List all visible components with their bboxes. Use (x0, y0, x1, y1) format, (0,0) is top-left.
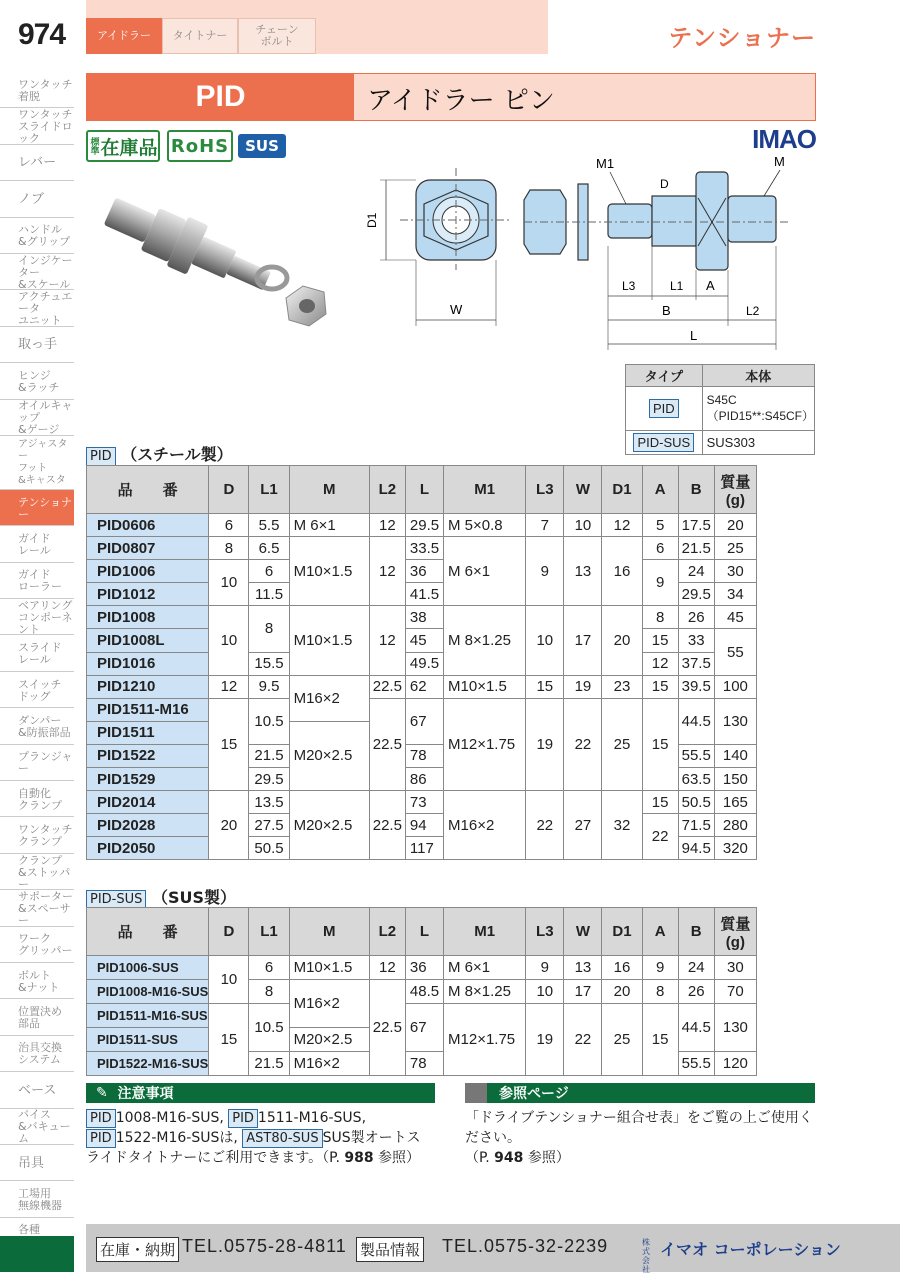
table-cell: 36 (405, 956, 443, 980)
table-cell: 49.5 (405, 652, 443, 675)
sidebar-item[interactable]: プランジャー (0, 745, 74, 781)
table-cell: 19 (526, 1004, 564, 1076)
sidebar-item[interactable]: ガイド レール (0, 526, 74, 562)
table-cell: 27.5 (249, 814, 289, 837)
label-w: W (450, 302, 463, 317)
column-header: B (678, 466, 714, 514)
table-cell: 19 (526, 698, 564, 790)
table-row (87, 629, 757, 652)
table-cell: M16×2 (289, 1052, 369, 1076)
table-cell: 12 (369, 514, 405, 537)
table-row (87, 537, 757, 560)
sidebar-item[interactable]: アジャスター フット &キャスタ (0, 436, 74, 490)
sidebar-item[interactable]: 吊具 (0, 1145, 74, 1181)
table-cell: 17.5 (678, 514, 714, 537)
table-cell: 55.5 (678, 744, 714, 767)
table-cell: M12×1.75 (444, 698, 526, 790)
table-cell: 16 (602, 956, 642, 980)
column-header: L (405, 908, 443, 956)
table-cell: 17 (564, 980, 602, 1004)
table-cell: 12 (602, 514, 642, 537)
table-cell: 27 (564, 791, 602, 860)
table-cell: 280 (714, 814, 756, 837)
part-number: PID1008 (87, 606, 209, 629)
column-header: 質量 (g) (714, 908, 756, 956)
table-row (87, 606, 757, 629)
sidebar-item[interactable]: 各種 (0, 1218, 74, 1254)
table-cell: 29.5 (249, 768, 289, 791)
table-cell: 70 (714, 980, 756, 1004)
sidebar-item[interactable]: ボルト &ナット (0, 963, 74, 999)
table-cell: 10 (526, 980, 564, 1004)
sidebar-item[interactable]: 工場用 無線機器 (0, 1181, 74, 1217)
table-cell: 13.5 (249, 791, 289, 814)
part-number: PID2014 (87, 791, 209, 814)
table-cell: M16×2 (289, 675, 369, 721)
sidebar-item[interactable]: ノブ (0, 181, 74, 217)
column-header: 品 番 (87, 908, 209, 956)
table-cell: M 6×1 (289, 514, 369, 537)
table-cell: 34 (714, 583, 756, 606)
sidebar-item[interactable]: テンショナー (0, 490, 74, 526)
table-cell: 15 (642, 698, 678, 790)
table-cell: 12 (369, 956, 405, 980)
table-cell: 17 (564, 606, 602, 675)
table-cell: 8 (249, 980, 289, 1004)
table-cell: 10 (209, 560, 249, 606)
sus-spec-table (86, 907, 757, 1076)
stock-label: 在庫・納期 (96, 1237, 179, 1262)
label-l2: L2 (746, 304, 760, 318)
dimension-drawing (360, 150, 816, 360)
table-cell: 22.5 (369, 980, 405, 1076)
table-cell: 8 (209, 537, 249, 560)
table-row (87, 560, 757, 583)
product-name: アイドラー ピン (367, 86, 555, 116)
table-cell: 12 (369, 537, 405, 606)
table-cell: 94.5 (678, 837, 714, 860)
notes-body: PID 1008-M16-SUS, PID 1511-M16-SUS, PID 1522-M16-SUSは, AST80-SUS SUS製オートス ライドタイトナーにご利用できます。（P. 988 参照） (86, 1110, 421, 1166)
sidebar-item[interactable]: ワンタッチ スライドロック (0, 108, 74, 144)
table-cell: 5.5 (249, 514, 289, 537)
column-header: 品 番 (87, 466, 209, 514)
table-cell: 15 (642, 629, 678, 652)
table-cell: 22.5 (369, 698, 405, 790)
table-cell: 130 (714, 1004, 756, 1052)
part-number: PID1210 (87, 675, 209, 698)
table-cell: 19 (564, 675, 602, 698)
sus-section-title: PID-SUS （SUS製） (86, 885, 236, 909)
info-tel[interactable]: TEL.0575-32-2239 (442, 1236, 609, 1256)
label-l3: L3 (622, 279, 636, 293)
refs-body: 「ドライブテンショナー組合せ表」をご覧の上ご使用ください。 （P. 948 参照） (465, 1110, 813, 1166)
sidebar-item[interactable]: サポーター &スペーサー (0, 890, 74, 926)
column-header: L1 (249, 466, 289, 514)
product-photo (90, 190, 350, 340)
table-cell: 78 (405, 744, 443, 767)
table-cell: 20 (209, 791, 249, 860)
sidebar-bottom-bar (0, 1236, 74, 1272)
table-cell: 15 (642, 675, 678, 698)
company-name: イマオ コーポレーション (660, 1240, 841, 1259)
table-cell: 22.5 (369, 791, 405, 860)
part-number: PID1008-M16-SUS (87, 980, 209, 1004)
category-tabs (86, 0, 548, 54)
column-header: L3 (526, 908, 564, 956)
product-code: PID (87, 74, 354, 120)
table-cell: 94 (405, 814, 443, 837)
table-cell: 25 (602, 698, 642, 790)
part-number: PID1012 (87, 583, 209, 606)
table-cell: 12 (642, 652, 678, 675)
table-cell: 9 (642, 560, 678, 606)
sidebar-item[interactable]: ワンタッチ クランプ (0, 817, 74, 853)
table-cell: 9 (526, 537, 564, 606)
sidebar-item[interactable]: スイッチ ドッグ (0, 672, 74, 708)
table-cell: 86 (405, 768, 443, 791)
column-header: L1 (249, 908, 289, 956)
table-cell: 15 (209, 698, 249, 790)
table-cell: M 8×1.25 (444, 980, 526, 1004)
column-header: L2 (369, 466, 405, 514)
table-cell: M 6×1 (444, 956, 526, 980)
table-cell: 50.5 (249, 837, 289, 860)
steel-spec-table (86, 465, 757, 860)
sus-badge: SUS (238, 134, 286, 158)
table-cell: 15 (642, 791, 678, 814)
steel-section-title: PID （スチール製） (86, 442, 233, 466)
sidebar-item[interactable]: ヒンジ &ラッチ (0, 363, 74, 399)
table-cell: 45 (714, 606, 756, 629)
table-cell: 38 (405, 606, 443, 629)
sidebar-item[interactable]: 位置決め 部品 (0, 999, 74, 1035)
sidebar-item[interactable]: 取っ手 (0, 327, 74, 363)
table-cell: 30 (714, 560, 756, 583)
table-row (87, 956, 757, 980)
table-cell: 39.5 (678, 675, 714, 698)
table-cell: 44.5 (678, 698, 714, 744)
table-cell: 24 (678, 560, 714, 583)
column-header: B (678, 908, 714, 956)
rohs-badge: RoHS (167, 130, 233, 162)
table-cell: 10 (564, 514, 602, 537)
table-cell: 71.5 (678, 814, 714, 837)
sidebar-item[interactable]: ワンタッチ 着脱 (0, 72, 74, 108)
table-cell: 150 (714, 768, 756, 791)
table-cell: 41.5 (405, 583, 443, 606)
table-cell: 20 (714, 514, 756, 537)
table-cell: 120 (714, 1052, 756, 1076)
table-cell: 13 (564, 537, 602, 606)
table-cell: 117 (405, 837, 443, 860)
table-cell: 25 (714, 537, 756, 560)
column-header: L (405, 466, 443, 514)
table-cell: 100 (714, 675, 756, 698)
part-number: PID0606 (87, 514, 209, 537)
sidebar-item[interactable]: クランプ &ストッパー (0, 854, 74, 890)
part-number: PID1511 (87, 721, 209, 744)
table-cell: 44.5 (678, 1004, 714, 1052)
column-header: A (642, 908, 678, 956)
table-cell: 15 (526, 675, 564, 698)
sidebar-item[interactable]: ハンドル &グリップ (0, 218, 74, 254)
table-cell: 24 (678, 956, 714, 980)
sidebar-item[interactable]: アクチュエータ ユニット (0, 290, 74, 326)
column-header: A (642, 466, 678, 514)
material-table: タイプ 本体 PID S45C （PID15**:S45CF） PID-SUS SUS303 (625, 364, 815, 455)
table-cell: 6.5 (249, 537, 289, 560)
table-cell: 15 (209, 1004, 249, 1076)
table-cell: 33.5 (405, 537, 443, 560)
part-number: PID1006-SUS (87, 956, 209, 980)
part-number: PID1016 (87, 652, 209, 675)
refs-header: 参照ページ (465, 1083, 815, 1103)
label-m1: M1 (596, 156, 615, 171)
part-number: PID1008L (87, 629, 209, 652)
part-number: PID1006 (87, 560, 209, 583)
table-cell: 11.5 (249, 583, 289, 606)
stock-badge: 標準 在庫品 (86, 130, 160, 162)
product-title-bar (86, 73, 816, 121)
table-cell: 22 (526, 791, 564, 860)
table-cell: M20×2.5 (289, 721, 369, 790)
column-header: W (564, 908, 602, 956)
sidebar-item[interactable]: ガイド ローラー (0, 563, 74, 599)
part-number: PID0807 (87, 537, 209, 560)
column-header: M (289, 908, 369, 956)
part-number: PID1529 (87, 768, 209, 791)
table-row (87, 514, 757, 537)
table-cell: 21.5 (678, 537, 714, 560)
table-cell: 12 (369, 606, 405, 675)
table-cell: 55 (714, 629, 756, 675)
table-cell: 16 (602, 537, 642, 606)
column-header: 質量 (g) (714, 466, 756, 514)
label-l: L (690, 328, 698, 343)
table-cell: 6 (642, 537, 678, 560)
tab-idler[interactable]: アイドラー (86, 18, 162, 54)
table-cell: 6 (209, 514, 249, 537)
table-cell: M10×1.5 (289, 606, 369, 675)
table-row (87, 791, 757, 814)
column-header: D1 (602, 908, 642, 956)
part-number: PID1511-SUS (87, 1028, 209, 1052)
table-cell: 67 (405, 1004, 443, 1052)
sidebar-item[interactable]: ダンパー &防振部品 (0, 708, 74, 744)
column-header: M (289, 466, 369, 514)
table-cell: 7 (526, 514, 564, 537)
table-cell: 25 (602, 1004, 642, 1076)
part-number: PID1522 (87, 744, 209, 767)
table-cell: 320 (714, 837, 756, 860)
table-cell: 6 (249, 956, 289, 980)
column-header: D (209, 466, 249, 514)
column-header: W (564, 466, 602, 514)
table-cell: 36 (405, 560, 443, 583)
table-cell: M 6×1 (444, 537, 526, 606)
table-cell: 21.5 (249, 744, 289, 767)
footer (86, 1224, 900, 1272)
table-cell: 78 (405, 1052, 443, 1076)
stock-tel[interactable]: TEL.0575-28-4811 (182, 1236, 347, 1256)
table-cell: 32 (602, 791, 642, 860)
table-cell: 62 (405, 675, 443, 698)
sidebar-item[interactable]: オイルキャップ &ゲージ (0, 400, 74, 436)
table-cell: M16×2 (444, 791, 526, 860)
table-cell: 10.5 (249, 698, 289, 744)
table-row (87, 652, 757, 675)
table-cell: 15 (642, 1004, 678, 1076)
table-cell: 20 (602, 606, 642, 675)
label-l1: L1 (670, 279, 684, 293)
table-cell: 12 (209, 675, 249, 698)
column-header: L3 (526, 466, 564, 514)
table-cell: 23 (602, 675, 642, 698)
sidebar-item[interactable]: スライド レール (0, 635, 74, 671)
table-cell: 67 (405, 698, 443, 744)
category-title: テンショナー (668, 24, 816, 52)
sidebar-item[interactable]: ワーク グリッパー (0, 927, 74, 963)
table-cell: 10 (209, 606, 249, 675)
table-cell: M16×2 (289, 980, 369, 1028)
table-cell: 15.5 (249, 652, 289, 675)
sidebar-item[interactable]: 自動化 クランプ (0, 781, 74, 817)
table-cell: 22 (642, 814, 678, 860)
table-cell: M10×1.5 (289, 537, 369, 606)
sidebar-item[interactable]: 治具交換 システム (0, 1036, 74, 1072)
table-cell: 8 (642, 606, 678, 629)
table-cell: 48.5 (405, 980, 443, 1004)
sidebar-item[interactable]: ベース (0, 1072, 74, 1108)
table-cell: 22 (564, 698, 602, 790)
table-cell: 8 (249, 606, 289, 652)
label-b: B (662, 303, 671, 318)
notes-header: ✎ 注意事項 (86, 1083, 435, 1103)
table-cell: M20×2.5 (289, 791, 369, 860)
table-row (87, 814, 757, 837)
column-header: D (209, 908, 249, 956)
sidebar (0, 72, 74, 1254)
table-cell: 165 (714, 791, 756, 814)
sidebar-item[interactable]: ベアリング コンポーネント (0, 599, 74, 635)
table-cell: 30 (714, 956, 756, 980)
table-cell: 26 (678, 606, 714, 629)
label-d1: D1 (365, 212, 379, 228)
table-cell: 22.5 (369, 675, 405, 698)
page-number: 974 (18, 18, 66, 51)
sidebar-item[interactable]: インジケーター &スケール (0, 254, 74, 290)
table-cell: 55.5 (678, 1052, 714, 1076)
table-cell: 13 (564, 956, 602, 980)
sidebar-item[interactable]: バイス &バキューム (0, 1109, 74, 1145)
table-cell: 10.5 (249, 1004, 289, 1052)
table-cell: 10 (526, 606, 564, 675)
table-cell: 63.5 (678, 768, 714, 791)
part-number: PID1522-M16-SUS (87, 1052, 209, 1076)
table-cell: 8 (642, 980, 678, 1004)
table-cell: 29.5 (678, 583, 714, 606)
table-cell: M 8×1.25 (444, 606, 526, 675)
table-cell: M10×1.5 (289, 956, 369, 980)
column-header: M1 (444, 466, 526, 514)
table-cell: 29.5 (405, 514, 443, 537)
table-cell: 22 (564, 1004, 602, 1076)
table-cell: M12×1.75 (444, 1004, 526, 1076)
table-cell: 33 (678, 629, 714, 652)
table-row (87, 1004, 757, 1028)
table-row (87, 698, 757, 721)
table-cell: 9.5 (249, 675, 289, 698)
label-a: A (706, 278, 715, 293)
table-cell: 73 (405, 791, 443, 814)
table-cell: 5 (642, 514, 678, 537)
tab-chain-bolt[interactable]: チェーン ボルト (238, 18, 316, 54)
label-m: M (774, 154, 785, 169)
table-cell: 26 (678, 980, 714, 1004)
part-number: PID2028 (87, 814, 209, 837)
table-cell: 9 (642, 956, 678, 980)
table-cell: 50.5 (678, 791, 714, 814)
tab-tightener[interactable]: タイトナー (162, 18, 238, 54)
table-cell: M20×2.5 (289, 1028, 369, 1052)
table-cell: 21.5 (249, 1052, 289, 1076)
column-header: D1 (602, 466, 642, 514)
table-cell: 140 (714, 744, 756, 767)
table-row (87, 980, 757, 1004)
table-cell: 37.5 (678, 652, 714, 675)
table-cell: 9 (526, 956, 564, 980)
table-cell: 45 (405, 629, 443, 652)
part-number: PID1511-M16-SUS (87, 1004, 209, 1028)
table-cell: 10 (209, 956, 249, 1004)
table-cell: 6 (249, 560, 289, 583)
table-cell: M10×1.5 (444, 675, 526, 698)
table-cell: M 5×0.8 (444, 514, 526, 537)
column-header: L2 (369, 908, 405, 956)
label-d: D (660, 177, 669, 191)
info-label: 製品情報 (356, 1237, 424, 1262)
table-cell: 130 (714, 698, 756, 744)
imao-logo: IMAO (752, 124, 816, 154)
table-cell: 20 (602, 980, 642, 1004)
table-row (87, 675, 757, 698)
company-prefix: 株式会社 (642, 1238, 650, 1274)
column-header: M1 (444, 908, 526, 956)
part-number: PID1511-M16 (87, 698, 209, 721)
sidebar-item[interactable]: レバー (0, 145, 74, 181)
part-number: PID2050 (87, 837, 209, 860)
